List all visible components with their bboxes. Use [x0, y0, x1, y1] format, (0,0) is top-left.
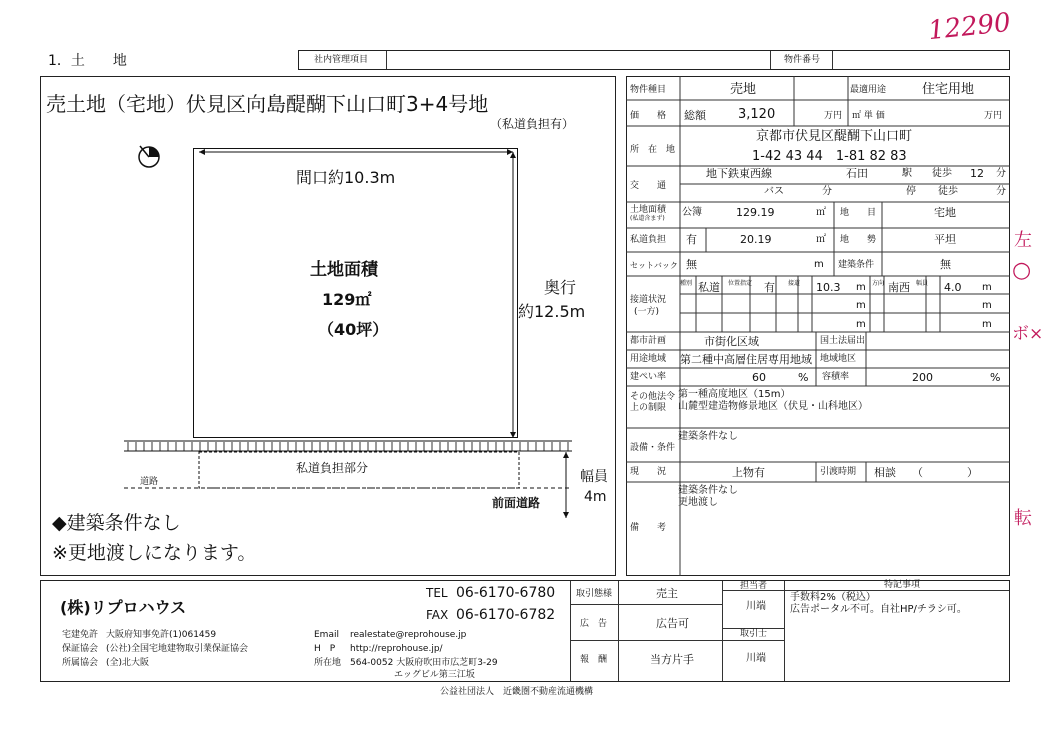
row2-width-unit: m — [982, 300, 992, 311]
special-label: 特記事項 — [884, 580, 921, 590]
row3-width-unit: m — [982, 319, 992, 330]
fee-label: 報 酬 — [580, 655, 608, 665]
private-burden-unit: ㎡ — [816, 234, 826, 245]
broker-label: 取引士 — [740, 629, 768, 639]
fax-label: FAX — [426, 608, 449, 622]
width-label: 幅員 — [580, 469, 608, 485]
tel-number: 06-6170-6780 — [456, 585, 556, 601]
price-label: 価 格 — [630, 111, 667, 121]
equip-value: 建築条件なし — [678, 431, 738, 442]
margin-mark-2: ○ — [1012, 258, 1032, 283]
total-value: 3,120 — [738, 107, 776, 122]
city-plan-value: 市街化区域 — [704, 335, 759, 348]
type-value: 売地 — [730, 82, 757, 97]
assoc-value: (全)北大阪 — [106, 658, 150, 668]
special-line1: 手数料2%（税込） — [790, 592, 876, 603]
header-strip — [298, 50, 1010, 70]
remarks-line1: 建築条件なし — [678, 485, 738, 496]
walk-label: 徒歩 — [932, 168, 952, 179]
note-build-condition: ◆建築条件なし — [52, 512, 181, 534]
listing-subtitle: （私道負担有） — [490, 117, 575, 131]
depth-label: 奥行 — [544, 278, 577, 297]
margin-mark-3: ボ× — [1012, 324, 1044, 344]
chimoku-value: 宅地 — [934, 206, 956, 219]
width-value: 4m — [584, 489, 607, 505]
road-contact-unit: m — [856, 282, 866, 293]
bus-label: バス — [764, 186, 784, 197]
address-line2: エッグビル第三江坂 — [394, 670, 475, 680]
other-line1: 第一種高度地区（15m） — [678, 389, 791, 400]
tel-label: TEL — [426, 586, 448, 600]
compass-icon — [134, 142, 164, 172]
internal-id-label: 社内管理項目 — [314, 55, 369, 65]
build-cond-value: 無 — [940, 258, 951, 271]
road-label: 道路 — [140, 477, 159, 487]
station-name: 石田 — [846, 167, 868, 180]
zoning-label: 用途地域 — [630, 354, 667, 364]
handover-value: 相談 — [874, 466, 896, 479]
district-label: 地域地区 — [820, 354, 857, 364]
type-label: 物件種目 — [630, 85, 667, 95]
person-value: 川端 — [746, 601, 766, 612]
fee-value: 当方片手 — [650, 653, 694, 666]
equip-label: 設備・条件 — [630, 443, 676, 453]
handwritten-number: 12290 — [926, 7, 1013, 47]
road-status-label: 接道状況 — [630, 295, 667, 305]
far-value: 200 — [912, 371, 933, 384]
road-direction-label: 方向 — [872, 280, 885, 287]
other-line2: 山麓型建造物修景地区（伏見・山科地区） — [678, 401, 868, 412]
land-area-type: 公簿 — [682, 207, 702, 218]
license-label: 宅建免許 — [62, 630, 99, 640]
total-unit: 万円 — [824, 111, 843, 121]
transport-label: 交 通 — [630, 181, 667, 191]
ad-label: 広 告 — [580, 619, 608, 629]
bus-min-label: 分 — [822, 186, 832, 197]
email-value: realestate@reprohouse.jp — [350, 630, 467, 640]
area-label: 土地面積 — [310, 260, 378, 280]
coverage-label: 建ぺい率 — [630, 372, 667, 382]
road-status-sub: (一方) — [634, 307, 660, 317]
person-label: 担当者 — [740, 581, 768, 591]
land-area-label: 土地面積 — [630, 205, 667, 215]
area-tsubo: （40坪） — [318, 320, 389, 339]
assoc-label: 所属協会 — [62, 658, 99, 668]
property-no-label: 物件番号 — [784, 55, 821, 65]
road-type-label: 種別 — [680, 280, 693, 287]
address-line1: 564-0052 大阪府吹田市広芝町3-29 — [350, 658, 498, 668]
zoning-value: 第二種中高層住居専用地域 — [680, 353, 812, 366]
road-designated-value: 有 — [764, 281, 775, 294]
chimoku-label: 地 目 — [840, 208, 877, 218]
remarks-line2: 更地渡し — [678, 497, 718, 508]
hp-label: H P — [314, 644, 336, 654]
coverage-unit: % — [798, 371, 809, 384]
special-line2: 広告ポータル不可。自社HP/チラシ可。 — [790, 604, 967, 615]
front-road-label: 前面道路 — [492, 496, 541, 510]
far-unit: % — [990, 371, 1001, 384]
land-area-unit: ㎡ — [816, 207, 826, 218]
hp-value: http://reprohouse.jp/ — [350, 644, 443, 654]
note-vacant-land: ※更地渡しになります。 — [52, 542, 257, 564]
best-use-value: 住宅用地 — [922, 82, 975, 97]
coverage-value: 60 — [752, 371, 766, 384]
build-cond-label: 建築条件 — [838, 260, 875, 270]
license-value: 大阪府知事免許(1)061459 — [106, 630, 217, 640]
stop-label: 停 — [906, 186, 916, 197]
road-designated-label: 位置指定 — [728, 280, 753, 287]
section-title: 1．土 地 — [48, 53, 127, 69]
road-contact-value: 10.3 — [816, 281, 841, 294]
broker-value: 川端 — [746, 653, 766, 664]
email-label: Email — [314, 630, 339, 640]
total-label: 総額 — [684, 109, 706, 122]
other-restrictions-label: その他法令上の制限 — [630, 392, 676, 413]
land-area-sub: (私道含まず) — [630, 215, 665, 222]
walk-min-label: 分 — [996, 168, 1006, 179]
road-type-value: 私道 — [698, 281, 720, 294]
row3-contact-unit: m — [856, 319, 866, 330]
terrain-value: 平坦 — [934, 233, 956, 246]
private-burden-value: 20.19 — [740, 233, 772, 246]
guarantee-label: 保証協会 — [62, 644, 99, 654]
current-value: 上物有 — [732, 466, 765, 479]
company-name: (株)リプロハウス — [60, 598, 187, 617]
ad-value: 広告可 — [656, 617, 689, 630]
deal-mode-label: 取引態様 — [576, 589, 613, 599]
city-plan-label: 都市計画 — [630, 336, 667, 346]
frontage-label: 間口約10.3m — [296, 168, 396, 187]
deal-mode-value: 売主 — [656, 587, 678, 600]
footer-association: 公益社団法人 近畿圏不動産流通機構 — [440, 687, 594, 697]
road-direction-value: 南西 — [888, 281, 910, 294]
unit-price-unit: 万円 — [984, 111, 1003, 121]
row2-contact-unit: m — [856, 300, 866, 311]
address-label: 所在地 — [314, 658, 342, 668]
road-width-label: 幅員 — [916, 280, 929, 287]
far-label: 容積率 — [822, 372, 850, 382]
best-use-label: 最適用途 — [850, 85, 887, 95]
setback-unit: m — [814, 259, 824, 270]
private-burden-has: 有 — [686, 233, 697, 246]
national-land-label: 国土法届出 — [820, 336, 866, 346]
terrain-label: 地 勢 — [840, 235, 877, 245]
road-width-unit: m — [982, 282, 992, 293]
handover-label: 引渡時期 — [820, 467, 857, 477]
location-label: 所 在 地 — [630, 145, 676, 155]
fax-number: 06-6170-6782 — [456, 607, 556, 623]
setback-label: セットバック — [630, 261, 678, 270]
depth-value: 約12.5m — [518, 302, 586, 321]
remarks-label: 備 考 — [630, 523, 667, 533]
margin-mark-1: 左 — [1014, 230, 1032, 251]
unit-price-label: ㎡ 単 価 — [852, 111, 885, 121]
land-area-value: 129.19 — [736, 206, 775, 219]
road-contact-label: 接道 — [788, 280, 801, 287]
listing-title: 売土地（宅地）伏見区向島醍醐下山口町3+4号地 — [46, 92, 489, 116]
line-name: 地下鉄東西線 — [706, 167, 772, 180]
current-label: 現 況 — [630, 467, 667, 477]
location-line2: 1-42 43 44 1-81 82 83 — [752, 149, 907, 164]
setback-value: 無 — [686, 258, 697, 271]
handover-paren: （ ） — [912, 466, 978, 479]
road-width-value: 4.0 — [944, 281, 962, 294]
location-line1: 京都市伏見区醍醐下山口町 — [756, 129, 913, 144]
private-burden-label: 私道負担 — [630, 235, 667, 245]
guarantee-value: (公社)全国宅地建物取引業保証協会 — [106, 644, 249, 654]
walk2-label: 徒歩 — [938, 186, 958, 197]
road-drawing — [124, 440, 572, 530]
area-value: 129㎡ — [322, 290, 372, 309]
walk2-min-label: 分 — [996, 186, 1006, 197]
margin-mark-4: 転 — [1014, 508, 1032, 529]
station-suffix: 駅 — [902, 168, 912, 179]
walk-minutes: 12 — [970, 167, 984, 180]
private-road-label: 私道負担部分 — [296, 461, 369, 475]
